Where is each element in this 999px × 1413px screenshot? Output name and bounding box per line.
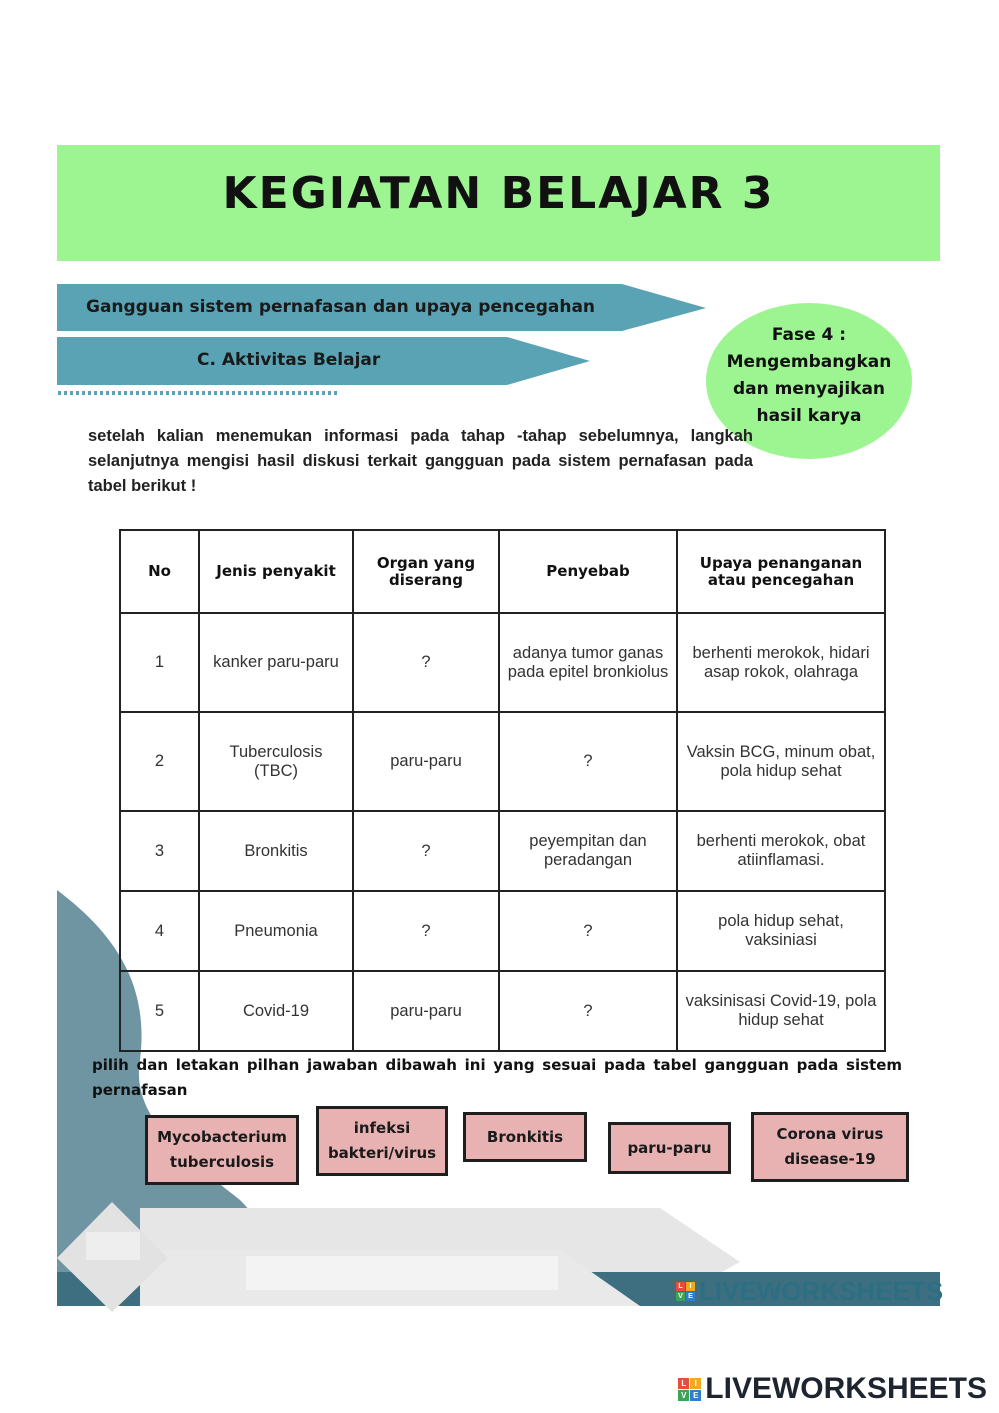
- cell-disease: Bronkitis: [199, 811, 353, 891]
- cell-organ: paru-paru: [353, 712, 499, 811]
- liveworksheets-footer-logo[interactable]: [678, 1372, 987, 1406]
- cell-prevention: pola hidup sehat, vaksiniasi: [677, 891, 885, 971]
- table-header-row: [120, 530, 885, 613]
- choice-label: Corona virus: [776, 1125, 884, 1143]
- header-disease: Jenis penyakit: [199, 530, 353, 613]
- table-row: [120, 613, 885, 712]
- header-prevention: Upaya penanganan atau pencegahan: [677, 530, 885, 613]
- liveworksheets-watermark: [676, 1276, 943, 1307]
- choice-label: tuberculosis: [169, 1153, 275, 1171]
- choice-mycobacterium[interactable]: [145, 1115, 299, 1185]
- table-row: [120, 712, 885, 811]
- cell-prevention: berhenti merokok, obat atiinflamasi.: [677, 811, 885, 891]
- header-cause: Penyebab: [499, 530, 677, 613]
- phase-line-3: dan menyajikan: [732, 379, 886, 399]
- choice-label: disease-19: [784, 1150, 876, 1168]
- cell-organ: paru-paru: [353, 971, 499, 1051]
- choice-label: Bronkitis: [486, 1127, 564, 1146]
- diamond-highlight: [86, 1232, 140, 1260]
- disease-table: [119, 529, 886, 1052]
- cell-prevention: vaksinisasi Covid-19, pola hidup sehat: [677, 971, 885, 1051]
- liveworksheets-logo-icon: L I V E: [676, 1282, 695, 1301]
- cell-disease: Pneumonia: [199, 891, 353, 971]
- choice-bronkitis[interactable]: [463, 1112, 587, 1162]
- header-organ: Organ yang diserang: [353, 530, 499, 613]
- phase-badge-text: [706, 322, 912, 430]
- cell-no: 2: [120, 712, 199, 811]
- cell-no: 5: [120, 971, 199, 1051]
- footer-brand-text: LIVEWORKSHEETS: [705, 1372, 987, 1405]
- table-row: [120, 811, 885, 891]
- answer-drop-zone[interactable]: ?: [499, 712, 677, 811]
- answer-drop-zone[interactable]: ?: [353, 811, 499, 891]
- cell-no: 1: [120, 613, 199, 712]
- table-row: [120, 891, 885, 971]
- cell-disease: Covid-19: [199, 971, 353, 1051]
- table-row: [120, 971, 885, 1051]
- cell-disease: kanker paru-paru: [199, 613, 353, 712]
- cell-no: 4: [120, 891, 199, 971]
- instruction-text: pilih dan letakan pilhan jawaban dibawah ini yang sesuai pada tabel gangguan pada sistem pernafasan: [92, 1056, 902, 1099]
- watermark-text: LIVEWORKSHEETS: [699, 1276, 944, 1306]
- choice-corona[interactable]: [751, 1112, 909, 1182]
- answer-drop-zone[interactable]: ?: [499, 891, 677, 971]
- choice-label: paru-paru: [627, 1138, 712, 1157]
- cell-disease: Tuberculosis (TBC): [199, 712, 353, 811]
- answer-drop-zone[interactable]: ?: [499, 971, 677, 1051]
- phase-line-4: hasil karya: [756, 406, 862, 426]
- ribbon-section-text: C. Aktivitas Belajar: [197, 350, 381, 370]
- cell-prevention: berhenti merokok, hidari asap rokok, olahraga: [677, 613, 885, 712]
- answer-drop-zone[interactable]: ?: [353, 613, 499, 712]
- cell-cause: adanya tumor ganas pada epitel bronkiolus: [499, 613, 677, 712]
- pencil-highlight: [246, 1256, 558, 1290]
- intro-paragraph: setelah kalian menemukan informasi pada tahap -tahap sebelumnya, langkah selanjutnya mengisi hasil diskusi terkait gangguan pada sistem pernafasan pada tabel berikut !: [88, 427, 753, 495]
- choice-infeksi[interactable]: [316, 1106, 448, 1176]
- choice-paru-paru[interactable]: [608, 1122, 731, 1174]
- page-title: KEGIATAN BELAJAR 3: [222, 168, 775, 219]
- header-no: No: [120, 530, 199, 613]
- phase-line-1: Fase 4 :: [771, 325, 847, 345]
- cell-cause: peyempitan dan peradangan: [499, 811, 677, 891]
- cell-prevention: Vaksin BCG, minum obat, pola hidup sehat: [677, 712, 885, 811]
- phase-line-2: Mengembangkan: [726, 352, 892, 372]
- choice-label: infeksi: [353, 1119, 411, 1137]
- answer-drop-zone[interactable]: ?: [353, 891, 499, 971]
- choice-label: bakteri/virus: [327, 1144, 437, 1162]
- ribbon-topic-text: Gangguan sistem pernafasan dan upaya pencegahan: [86, 297, 596, 317]
- cell-no: 3: [120, 811, 199, 891]
- choice-label: Mycobacterium: [157, 1128, 287, 1146]
- liveworksheets-logo-icon: L I V E: [678, 1378, 701, 1401]
